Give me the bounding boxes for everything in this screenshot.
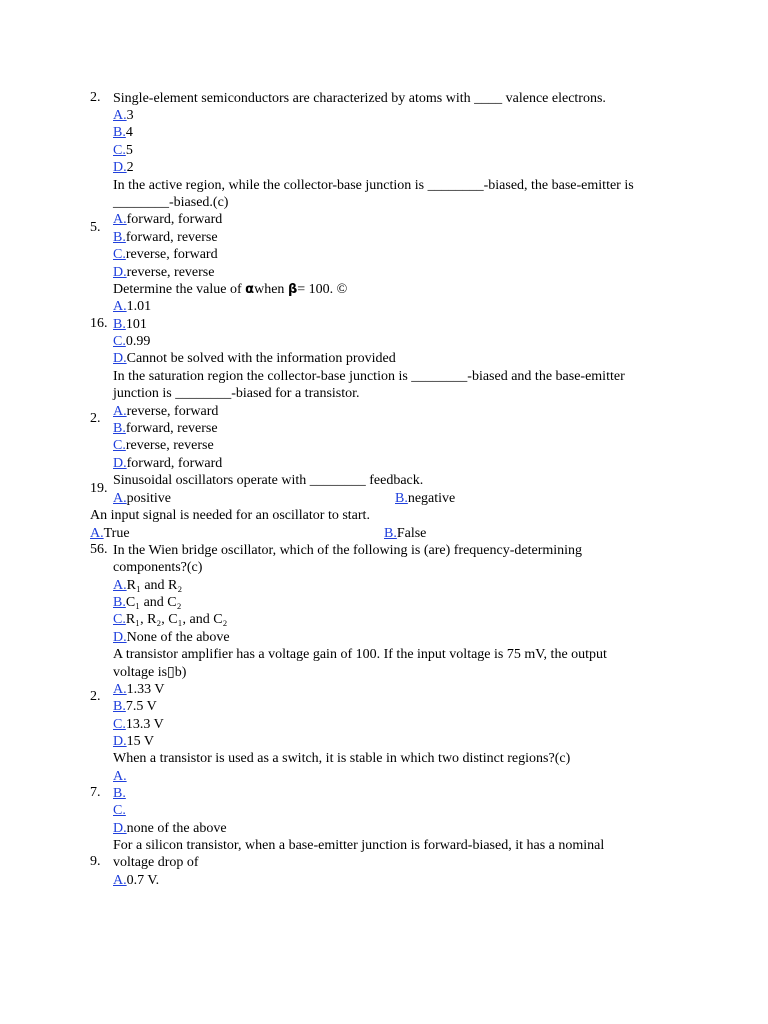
question-number: 5. — [90, 220, 101, 235]
option-a: A.1.01 — [113, 299, 152, 314]
option-d: D.None of the above — [113, 630, 230, 645]
option-a-link[interactable]: A. — [113, 491, 127, 506]
option-b-link[interactable]: B. — [113, 317, 126, 332]
option-d: D.15 V — [113, 734, 154, 749]
option-a: A.0.7 V. — [113, 873, 160, 888]
option-b-link[interactable]: B. — [384, 526, 397, 541]
question-number: 2. — [90, 90, 101, 105]
question-stem: When a transistor is used as a switch, it is stable in which two distinct regions?(c) — [113, 751, 571, 766]
option-a-link[interactable]: A. — [113, 873, 127, 888]
option-d-link[interactable]: D. — [113, 630, 127, 645]
option-b-link[interactable]: B. — [113, 786, 126, 801]
question-number: 16. — [90, 316, 108, 331]
question-stem-line-2: voltage drop of — [113, 855, 199, 870]
question-number: 2. — [90, 411, 101, 426]
option-a-link[interactable]: A. — [113, 299, 127, 314]
question-stem-line-1: A transistor amplifier has a voltage gain of 100. If the input voltage is 75 mV, the output — [113, 647, 607, 662]
option-d: D.Cannot be solved with the information provided — [113, 351, 396, 366]
option-d-link[interactable]: D. — [113, 351, 127, 366]
option-b: B.C₁ and C₂ — [113, 595, 182, 610]
question-stem: Determine the value of αwhen β= 100. © — [113, 282, 348, 297]
option-b: B.7.5 V — [113, 699, 157, 714]
option-c-link[interactable]: C. — [113, 143, 126, 158]
option-b: B.negative — [395, 491, 456, 506]
question-number: 19. — [90, 481, 108, 496]
option-d: D.reverse, reverse — [113, 265, 215, 280]
option-d-link[interactable]: D. — [113, 265, 127, 280]
option-c-link[interactable]: C. — [113, 247, 126, 262]
option-b-link[interactable]: B. — [113, 595, 126, 610]
question-number: 7. — [90, 785, 101, 800]
option-d-link[interactable]: D. — [113, 160, 127, 175]
option-b — [113, 785, 126, 802]
option-a-link[interactable]: A. — [113, 404, 127, 419]
option-c: C.reverse, reverse — [113, 438, 214, 453]
option-a-link[interactable]: A. — [113, 212, 127, 227]
option-a-link[interactable]: A. — [113, 769, 127, 784]
option-a-link[interactable]: A. — [113, 108, 127, 123]
option-c-link[interactable]: C. — [113, 438, 126, 453]
option-d: D.forward, forward — [113, 456, 223, 471]
option-c-link[interactable]: C. — [113, 717, 126, 732]
option-b-link[interactable]: B. — [113, 699, 126, 714]
option-c: C.13.3 V — [113, 717, 164, 732]
option-b-link[interactable]: B. — [113, 421, 126, 436]
option-a: A.True — [90, 526, 130, 541]
question-stem-line-2: components?(c) — [113, 560, 203, 575]
option-c: C.R₁, R₂, C₁, and C₂ — [113, 612, 228, 627]
option-b-link[interactable]: B. — [113, 125, 126, 140]
option-c-link[interactable]: C. — [113, 334, 126, 349]
question-stem: Single-element semiconductors are characterized by atoms with ____ valence electrons. — [113, 91, 606, 106]
question-stem-line-2: voltage is▯b) — [113, 665, 187, 680]
option-a-link[interactable]: A. — [113, 682, 127, 697]
option-b-link[interactable]: B. — [395, 491, 408, 506]
option-a-link[interactable]: A. — [113, 578, 127, 593]
question-stem-line-1: In the active region, while the collector-base junction is ________-biased, the base-emitter is — [113, 178, 634, 193]
option-a-link[interactable]: A. — [90, 526, 104, 541]
question-number: 2. — [90, 689, 101, 704]
option-a: A.3 — [113, 108, 134, 123]
option-c: C.reverse, forward — [113, 247, 218, 262]
question-number: 56. — [90, 542, 108, 557]
option-d-link[interactable]: D. — [113, 734, 127, 749]
option-a: A.positive — [113, 491, 171, 506]
question-stem-line-1: In the Wien bridge oscillator, which of the following is (are) frequency-determining — [113, 543, 583, 558]
option-a: A.R₁ and R₂ — [113, 578, 183, 593]
option-c: C.5 — [113, 143, 133, 158]
option-c — [113, 802, 126, 819]
question-stem-line-1: For a silicon transistor, when a base-emitter junction is forward-biased, it has a nominal — [113, 838, 605, 853]
question-stem-line-1: In the saturation region the collector-base junction is ________-biased and the base-emitter — [113, 369, 625, 384]
option-d: D.2 — [113, 160, 134, 175]
option-b: B.4 — [113, 125, 133, 140]
option-b: B.101 — [113, 317, 147, 332]
beta-symbol: β — [287, 282, 298, 297]
question-stem-line-2: junction is ________-biased for a transistor. — [113, 386, 360, 401]
question-number: 9. — [90, 854, 101, 869]
option-a — [113, 768, 127, 785]
option-d-link[interactable]: D. — [113, 821, 127, 836]
option-a: A.1.33 V — [113, 682, 165, 697]
question-stem: Sinusoidal oscillators operate with ________ feedback. — [113, 473, 424, 488]
option-c-link[interactable]: C. — [113, 803, 126, 818]
question-stem-line-2: ________-biased.(c) — [113, 195, 229, 210]
question-stem: An input signal is needed for an oscillator to start. — [90, 508, 370, 523]
option-c-link[interactable]: C. — [113, 612, 126, 627]
option-b: B.forward, reverse — [113, 421, 218, 436]
option-b: B.forward, reverse — [113, 230, 218, 245]
option-b-link[interactable]: B. — [113, 230, 126, 245]
option-a: A.reverse, forward — [113, 404, 219, 419]
option-c: C.0.99 — [113, 334, 151, 349]
alpha-symbol: α — [245, 282, 255, 297]
option-d: D.none of the above — [113, 821, 227, 836]
option-b: B.False — [384, 526, 427, 541]
option-a: A.forward, forward — [113, 212, 223, 227]
option-d-link[interactable]: D. — [113, 456, 127, 471]
